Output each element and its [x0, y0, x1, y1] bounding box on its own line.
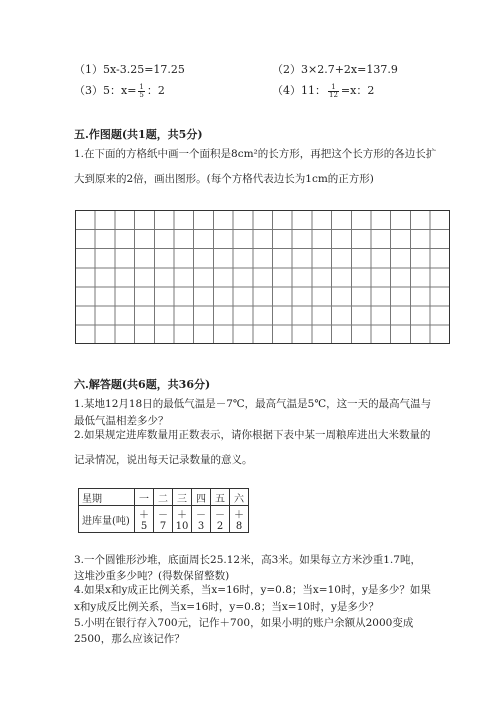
table-cell: ＋10 — [173, 506, 192, 533]
equation-label: （3） — [74, 84, 103, 97]
equation-label: （2） — [272, 63, 301, 76]
fraction-denominator: 12 — [329, 90, 338, 99]
equation-text: 5：x= — [103, 84, 137, 97]
table-cell: 四 — [192, 489, 211, 506]
table-cell: 三 — [173, 489, 192, 506]
fraction — [138, 84, 144, 99]
section-5-heading: 五.作图题(共1题，共5分) — [74, 128, 203, 141]
equation-text: 11： — [301, 84, 326, 97]
fraction-numerator: 1 — [139, 82, 144, 91]
table-cell: 星期 — [79, 489, 135, 506]
section-5-question-1-line-1: 1.在下面的方格纸中画一个面积是8cm²的长方形，再把这个长方形的各边长扩 — [74, 148, 437, 160]
table-cell: －7 — [154, 506, 173, 533]
table-cell: 二 — [154, 489, 173, 506]
table-row — [79, 489, 249, 506]
section-6-question-1-line-1: 1.某地12月18日的最低气温是－7℃，最高气温是5℃，这一天的最高气温与 — [74, 398, 432, 410]
equation-text: ：2 — [146, 84, 165, 97]
table-cell: 五 — [211, 489, 230, 506]
section-6-question-4-line-1: 4.如果x和y成正比例关系，当x=16时，y=0.8；当x=10时，y是多少？如果 — [74, 584, 431, 596]
graph-paper-grid[interactable] — [75, 210, 450, 344]
table-cell: －2 — [211, 506, 230, 533]
section-6-question-2-line-2: 记录情况，说出每天记录数量的意义。 — [74, 454, 253, 466]
equation-text: 5x-3.25=17.25 — [103, 63, 185, 76]
table-cell: ＋5 — [135, 506, 154, 533]
table-cell: －3 — [192, 506, 211, 533]
section-6-question-5-line-1: 5.小明在银行存入700元，记作＋700，如果小明的账户余额从2000变成 — [74, 617, 414, 629]
equation-text: 3×2.7+2x=137.9 — [301, 63, 398, 76]
section-6-question-1-line-2: 最低气温相差多少？ — [74, 415, 169, 427]
fraction-denominator: 5 — [139, 90, 144, 99]
equation-2 — [272, 61, 398, 77]
section-6-heading: 六.解答题(共6题，共36分) — [74, 378, 211, 391]
section-6-question-5-line-2: 2500，那么应该记作？ — [74, 633, 185, 645]
section-6-question-3-line-1: 3.一个圆锥形沙堆，底面周长25.12米，高3米。如果每立方米沙重1.7吨， — [74, 554, 421, 566]
table-row — [79, 506, 249, 533]
fraction-numerator: 1 — [328, 84, 339, 92]
section-5-question-1-line-2: 大到原来的2倍，画出图形。(每个方格代表边长为1cm的正方形) — [74, 173, 374, 185]
equation-label: （4） — [272, 84, 301, 97]
section-6-question-3-line-2: 这堆沙重多少吨？(得数保留整数) — [74, 570, 230, 582]
table-cell: ＋8 — [230, 506, 249, 533]
equation-4 — [272, 82, 374, 99]
table-cell: 进库量(吨) — [79, 506, 135, 533]
grain-record-table — [78, 488, 249, 533]
section-6-question-2-line-1: 2.如果规定进库数量用正数表示，请你根据下表中某一周粮库进出大米数量的 — [74, 429, 431, 441]
equation-1 — [74, 61, 185, 77]
table-cell: 一 — [135, 489, 154, 506]
equation-3 — [74, 82, 165, 99]
section-6-question-4-line-2: x和y成反比例关系，当x=16时，y=0.8；当x=10时，y是多少？ — [74, 601, 379, 613]
table-cell: 六 — [230, 489, 249, 506]
fraction — [328, 84, 339, 99]
equation-label: （1） — [74, 63, 103, 76]
equation-text: =x：2 — [340, 84, 375, 97]
